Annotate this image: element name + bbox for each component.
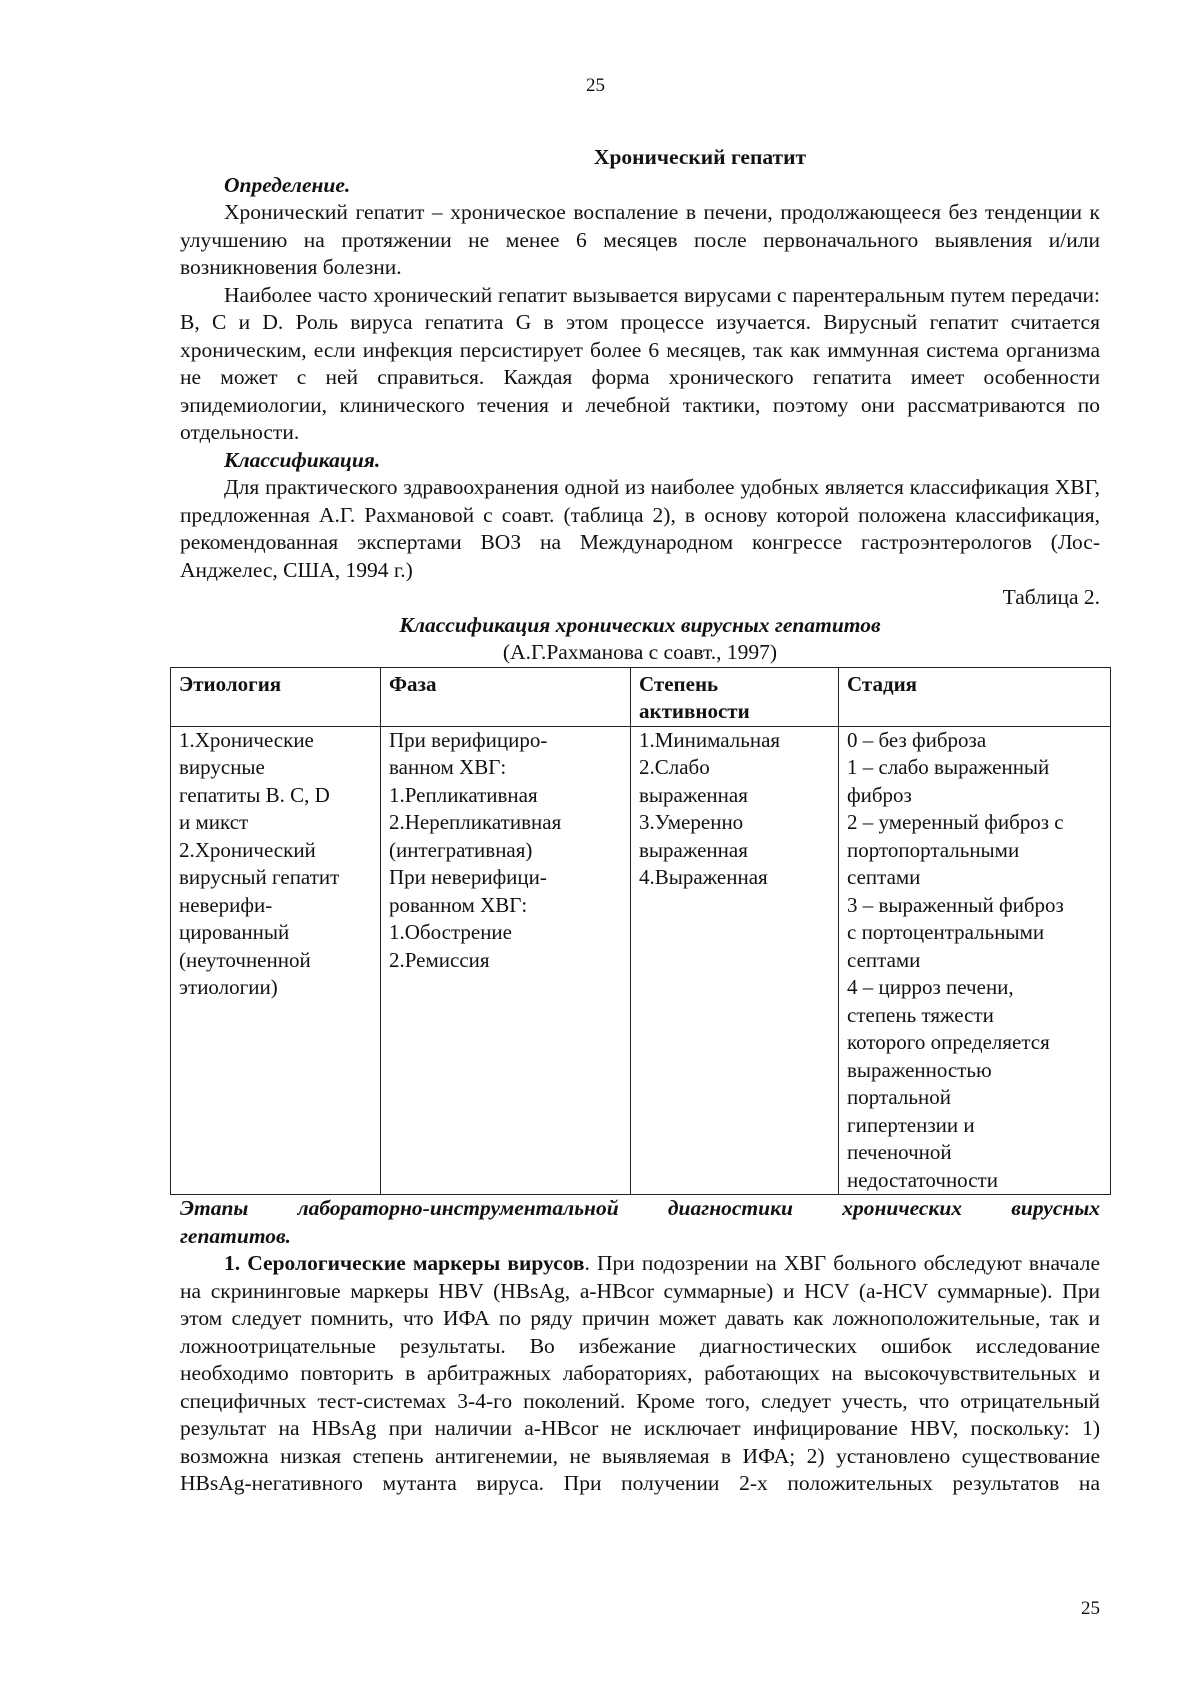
stage-line: 3 – выраженный фиброз [847,892,1064,917]
diagnostics-heading-end: гепатитов. [180,1223,292,1248]
stage-line: выраженностью [847,1057,992,1082]
etiology-line: вирусные [179,755,265,779]
header-stage: Стадия [839,667,1111,726]
stage-line: недостаточности [847,1167,998,1192]
phase-line: 2.Ремиссия [389,947,490,972]
etiology-line: 2.Хронический [179,837,316,862]
diagnostics-heading: Этапы лабораторно-инструментальной диагностики хронических вирусных [180,1196,1100,1220]
page-title: Хронический гепатит [593,145,807,169]
phase-line: При верифициро- [389,727,548,752]
stage-line: септами [847,947,921,972]
serology-paragraph [180,1250,1100,1498]
etiology-line: (неуточненной [179,947,311,972]
phase-cell [381,726,631,1195]
stage-line: фиброз [847,782,912,807]
etiology-line: цированный [179,920,290,944]
definition-paragraph: Хронический гепатит – хроническое воспаление в печени, продолжающееся без тенденции к улучшению на протяжении не менее 6 месяцев после первоначального выявления и/или возникновения болезни. [180,200,1100,279]
stage-line: степень тяжести [847,1002,994,1027]
stage-line: гипертензии и [847,1112,975,1137]
definition-heading: Определение. [224,172,351,197]
activity-line: 4.Выраженная [639,865,768,889]
page-content [180,144,1100,1498]
etiology-line: неверифи- [179,892,273,917]
etiology-line: этиологии) [179,975,278,999]
etiology-line: вирусный гепатит [179,865,340,889]
table-header-row [171,667,1111,726]
serology-heading: 1. Серологические маркеры вирусов [224,1251,585,1275]
phase-line: ванном ХВГ: [389,755,507,779]
header-etiology: Этиология [171,667,381,726]
phase-line: 1.Обострение [389,920,512,944]
header-activity: Степень активности [631,667,839,726]
stage-line: печеночной [847,1140,952,1164]
phase-line: (интегративная) [389,837,533,862]
activity-line: 3.Умеренно [639,810,744,834]
stage-line: 4 – цирроз печени, [847,975,1014,999]
page-number-bottom: 25 [1081,1598,1100,1619]
serology-text: . При подозрении на ХВГ больного обследуют вначале на скрининговые маркеры HBV (HBsAg, a-HBcor суммарные) и HCV (a-HCV суммарные). При этом следует помнить, что ИФА по ряду причин может давать как ложноположительные, так и ложноотрицательные результаты. Во избежание диагностических ошибок исследование необходимо повторить в арбитражных лабораториях, работающих на высокочувствительных и специфичных тест-системах 3-4-го поколений. Кроме того, следует учесть, что отрицательный результат на HBsAg при наличии a-HBcor не исключает инфицирование HBV, поскольку: 1) возможна низкая степень антигенемии, не выявляемая в ИФА; 2) установлено существование HBsAg-негативного мутанта вируса. При получении 2-х положительных результатов на [180,1251,1100,1495]
activity-line: 2.Слабо [639,755,710,779]
stage-line: с портоцентральными [847,920,1045,944]
page-number-top: 25 [586,75,605,96]
stage-line: 2 – умеренный фиброз с [847,810,1064,834]
etiology-line: 1.Хронические [179,727,314,752]
table-subtitle: (А.Г.Рахманова с соавт., 1997) [502,640,778,664]
etiology-line: и микст [179,810,249,834]
classification-heading: Классификация. [224,447,381,472]
table-label: Таблица 2. [1002,585,1100,609]
stage-line: 0 – без фиброза [847,727,987,752]
etiology-cell [171,726,381,1195]
stage-cell [839,726,1111,1195]
stage-line: 1 – слабо выраженный [847,755,1050,779]
activity-line: выраженная [639,837,748,862]
phase-line: При неверифици- [389,865,547,889]
phase-line: рованном ХВГ: [389,892,528,917]
stage-line: портальной [847,1085,951,1109]
activity-cell [631,726,839,1195]
etiology-line: гепатиты В. С, D [179,782,330,807]
table-title: Классификация хронических вирусных гепатитов [399,612,881,637]
stage-line: портопортальными [847,837,1020,862]
table-row [171,726,1111,1195]
activity-line: выраженная [639,782,748,807]
stage-line: септами [847,865,921,889]
classification-paragraph: Для практического здравоохранения одной из наиболее удобных является классификация ХВГ, предложенная А.Г. Рахмановой с соавт. (таблица 2), в основу которой положена классификация, рекомендованная экспертами ВОЗ на Международном конгрессе гастроэнтерологов (Лос-Анджелес, США, 1994 г.) [180,475,1100,582]
activity-line: 1.Минимальная [639,727,781,752]
etiology-paragraph: Наиболее часто хронический гепатит вызывается вирусами с парентеральным путем передачи: В, С и D. Роль вируса гепатита G в этом процессе изучается. Вирусный гепатит считается хроническим, если инфекция персистирует более 6 месяцев, так как иммунная система организма не может с ней справиться. Каждая форма хронического гепатита имеет особенности эпидемиологии, клинического течения и лечебной тактики, поэтому они рассматриваются по отдельности. [180,282,1100,444]
stage-line: которого определяется [847,1030,1050,1054]
phase-line: 2.Нерепликативная [389,810,562,834]
header-phase: Фаза [381,667,631,726]
phase-line: 1.Репликативная [389,782,538,807]
classification-table [170,667,1111,1196]
